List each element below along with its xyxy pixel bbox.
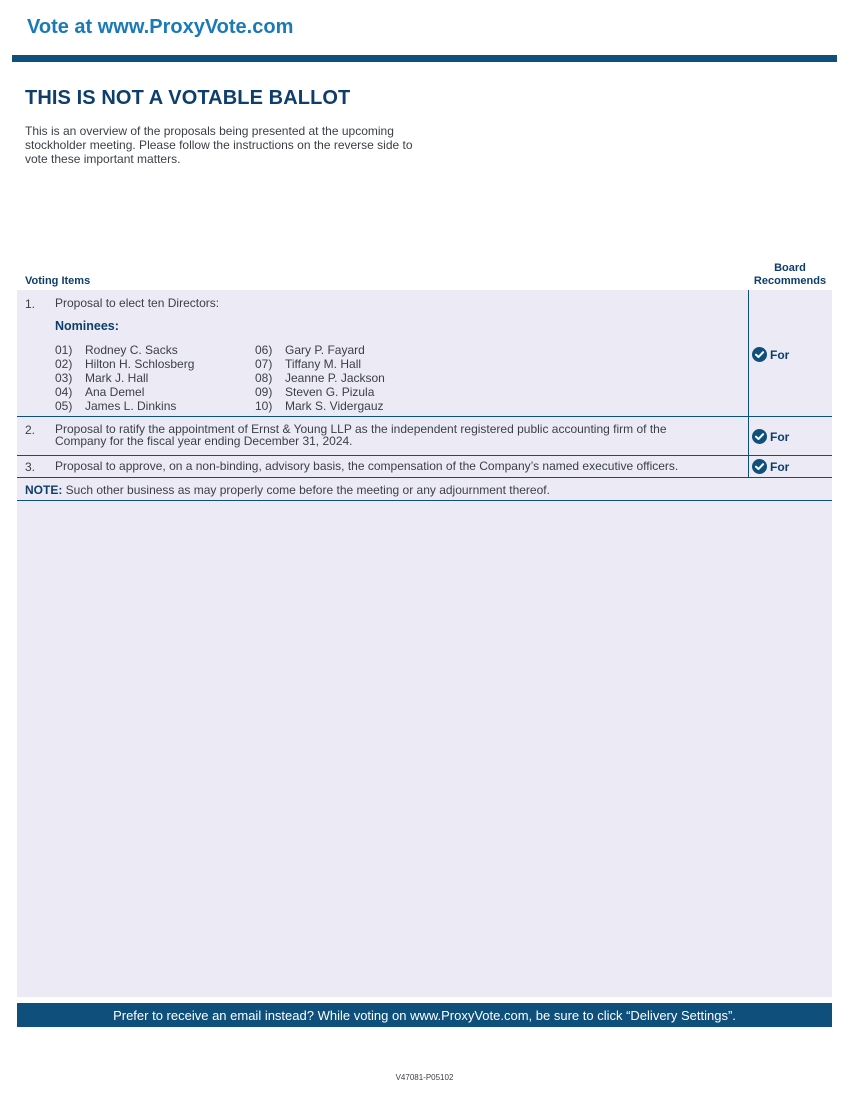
proposal-1-rec-label: For — [770, 347, 790, 362]
nominee-05-num: 05) — [55, 399, 73, 413]
document-code: V47081-P05102 — [395, 1073, 454, 1082]
check-circle-icon — [752, 347, 767, 362]
proposal-1-text: Proposal to elect ten Directors: — [55, 296, 220, 310]
nominee-08-num: 08) — [255, 371, 273, 385]
proposal-3-text: Proposal to approve, on a non-binding, advisory basis, the compensation of the Company’s named executive officers. — [55, 459, 679, 473]
proposal-3-rec-label: For — [770, 459, 790, 474]
nominee-01 — [55, 343, 178, 357]
nominee-09-name: Steven G. Pizula — [285, 385, 375, 399]
row-divider — [17, 477, 832, 478]
page-title: THIS IS NOT A VOTABLE BALLOT — [25, 87, 351, 109]
nominee-06 — [255, 343, 365, 357]
board-recommends-header — [750, 262, 830, 287]
nominees-label: Nominees: — [55, 319, 119, 333]
nominee-07-num: 07) — [255, 357, 273, 371]
row-divider — [17, 455, 832, 456]
note-text — [25, 483, 550, 497]
nominee-08-name: Jeanne P. Jackson — [285, 371, 385, 385]
proposal-2-recommendation — [752, 429, 789, 444]
nominee-02-num: 02) — [55, 357, 73, 371]
nominee-01-name: Rodney C. Sacks — [85, 343, 178, 357]
nominee-07 — [255, 357, 361, 371]
nominee-08 — [255, 371, 385, 385]
nominee-05 — [55, 399, 176, 413]
nominee-03 — [55, 371, 148, 385]
nominee-06-name: Gary P. Fayard — [285, 343, 365, 357]
nominee-10-name: Mark S. Vidergauz — [285, 399, 384, 413]
proposal-2-rec-label: For — [770, 429, 790, 444]
nominee-10-num: 10) — [255, 399, 273, 413]
nominee-05-name: James L. Dinkins — [85, 399, 177, 413]
delivery-settings-banner — [17, 1003, 832, 1027]
nominee-03-num: 03) — [55, 371, 73, 385]
nominee-03-name: Mark J. Hall — [85, 371, 149, 385]
proposal-1-number: 1. — [25, 297, 36, 311]
nominee-04-name: Ana Demel — [85, 385, 145, 399]
check-circle-icon — [752, 429, 767, 444]
nominee-04-num: 04) — [55, 385, 73, 399]
note-body: Such other business as may properly come before the meeting or any adjournment thereof. — [62, 483, 550, 497]
proposal-1-recommendation — [752, 347, 789, 362]
proposal-2-number: 2. — [25, 423, 36, 437]
delivery-settings-text: Prefer to receive an email instead? While voting on www.ProxyVote.com, be sure to click “Delivery Settings”. — [113, 1007, 736, 1023]
nominee-10 — [255, 399, 384, 413]
proposal-2-text — [55, 424, 667, 447]
proposal-3-recommendation — [752, 459, 789, 474]
nominee-02 — [55, 357, 194, 371]
recommend-column-divider — [748, 290, 749, 477]
nominee-01-num: 01) — [55, 343, 73, 357]
nominee-07-name: Tiffany M. Hall — [285, 357, 362, 371]
note-label: NOTE: — [25, 483, 63, 497]
nominee-04 — [55, 385, 144, 399]
proxyvote-link[interactable]: Vote at www.ProxyVote.com — [27, 16, 294, 38]
proposal-2-text-line2: Company for the fiscal year ending December 31, 2024. — [55, 433, 353, 448]
check-circle-icon — [752, 459, 767, 474]
board-header-line2: Recommends — [753, 274, 827, 287]
nominee-09 — [255, 385, 374, 399]
board-header-line1: Board — [774, 262, 806, 274]
header-divider — [12, 55, 837, 62]
row-divider — [17, 416, 832, 417]
voting-items-header: Voting Items — [25, 275, 91, 287]
nominee-02-name: Hilton H. Schlosberg — [85, 357, 195, 371]
proposal-3-number: 3. — [25, 460, 36, 474]
intro-text: This is an overview of the proposals being presented at the upcoming stockholder meeting. Please follow the instructions on the reverse side to vote these important matters. — [25, 124, 413, 166]
nominee-06-num: 06) — [255, 343, 273, 357]
nominee-09-num: 09) — [255, 385, 273, 399]
row-divider — [17, 500, 832, 501]
proposal-2-text-line1: Proposal to ratify the appointment of Ernst & Young LLP as the independent registered public accounting firm of the — [55, 422, 667, 436]
